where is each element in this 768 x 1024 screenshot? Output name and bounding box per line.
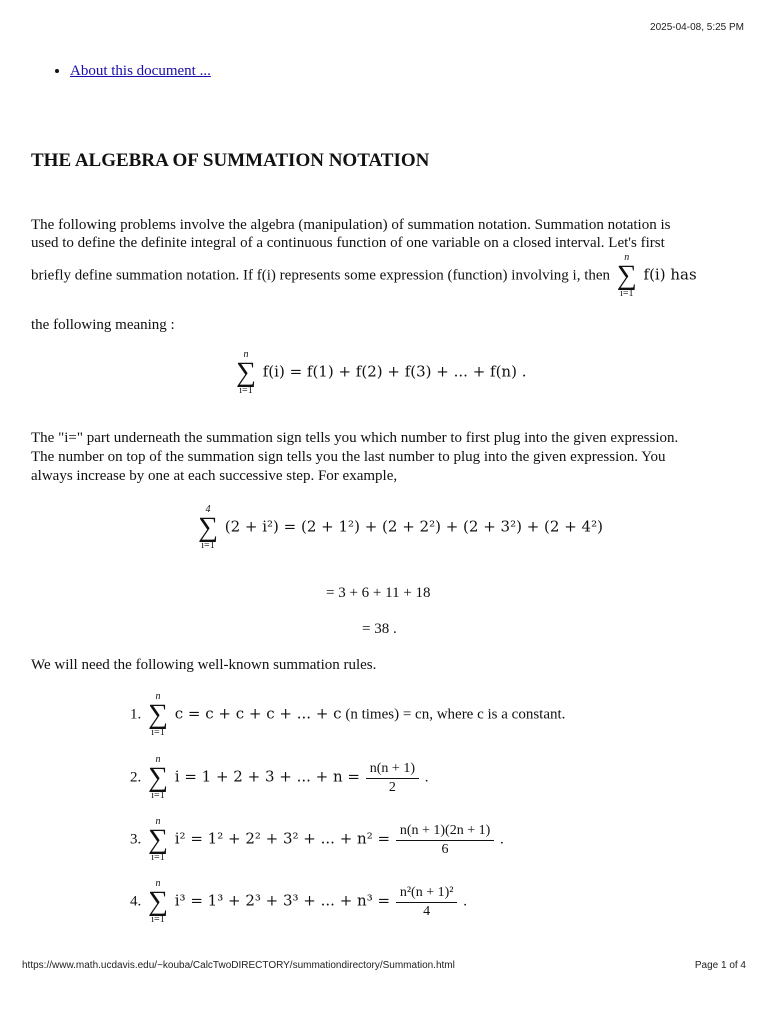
intro-line-4: the following meaning : <box>31 317 175 333</box>
sigma-lower: i=1 <box>151 790 165 801</box>
sigma-symbol <box>614 253 640 299</box>
rule-end: . <box>500 831 504 848</box>
rule-end: . <box>463 893 467 910</box>
sigma-symbol <box>195 505 221 551</box>
rule-fraction <box>396 823 494 858</box>
nav-list <box>50 63 211 80</box>
sigma-upper: n <box>155 754 161 765</box>
sigma-lower: i=1 <box>239 385 253 396</box>
footer-page-number: Page 1 of 4 <box>694 960 746 971</box>
rule-number: 3. <box>130 831 142 848</box>
intro-line-3-tail: f(i) has <box>643 265 697 284</box>
rule-body: c = c + c + c + ... + c <box>174 704 342 723</box>
explain-line-2: The number on top of the summation sign tells you the last number to plug into the given expression. You <box>31 449 666 465</box>
sigma-lower: i=1 <box>151 727 165 738</box>
rule-body: i³ = 1³ + 2³ + 3³ + ... + n³ = <box>174 891 391 910</box>
sigma-glyph: ∑ <box>198 512 218 543</box>
rule-3 <box>130 817 504 863</box>
sigma-upper: n <box>155 878 161 889</box>
sigma-glyph: ∑ <box>148 824 168 855</box>
definition-expression: f(i) = f(1) + f(2) + f(3) + ... + f(n) . <box>262 362 527 381</box>
rule-2 <box>130 755 429 801</box>
sigma-upper: n <box>624 252 630 263</box>
page-title: THE ALGEBRA OF SUMMATION NOTATION <box>31 150 430 171</box>
intro-line-3-text: briefly define summation notation. If f(i) represents some expression (function) involving i, then <box>31 267 611 284</box>
rule-body: i² = 1² + 2² + 3² + ... + n² = <box>174 829 391 848</box>
example-expression: (2 + i²) = (2 + 1²) + (2 + 2²) + (2 + 3²) + (2 + 4²) <box>224 517 603 536</box>
sigma-lower: i=1 <box>151 914 165 925</box>
nav-list-item <box>70 63 211 80</box>
intro-line-1: The following problems involve the algebra (manipulation) of summation notation. Summation notation is <box>31 217 671 233</box>
print-timestamp: 2025-04-08, 5:25 PM <box>650 22 744 33</box>
sigma-lower: i=1 <box>620 288 634 299</box>
definition-equation <box>233 350 526 396</box>
intro-line-2: used to define the definite integral of a continuous function of one variable on a closed interval. Let's first <box>31 235 665 251</box>
fraction-denominator: 4 <box>423 903 431 919</box>
sigma-symbol <box>233 350 259 396</box>
sigma-lower: i=1 <box>151 852 165 863</box>
sigma-upper: 4 <box>205 504 211 515</box>
example-equation <box>195 505 603 551</box>
rule-4 <box>130 879 467 925</box>
rule-tail: (n times) = cn, where c is a constant. <box>345 706 566 723</box>
rule-body: i = 1 + 2 + 3 + ... + n = <box>174 767 361 786</box>
sigma-upper: n <box>155 816 161 827</box>
rules-intro: We will need the following well-known summation rules. <box>31 657 377 673</box>
sigma-symbol <box>145 755 171 801</box>
explain-line-3: always increase by one at each successive step. For example, <box>31 468 398 484</box>
sigma-symbol <box>145 692 171 738</box>
rule-end: . <box>424 769 429 786</box>
sigma-glyph: ∑ <box>148 762 168 793</box>
rule-fraction <box>366 761 419 796</box>
rule-number: 1. <box>130 706 142 723</box>
fraction-numerator: n(n + 1) <box>366 761 419 779</box>
sigma-upper: n <box>155 691 161 702</box>
rule-1 <box>130 692 565 738</box>
example-step-2: = 3 + 6 + 11 + 18 <box>326 585 431 601</box>
rule-number: 4. <box>130 893 142 910</box>
about-document-link[interactable]: About this document ... <box>70 63 211 79</box>
sigma-glyph: ∑ <box>236 357 256 388</box>
example-step-3: = 38 . <box>362 621 397 637</box>
explain-line-1: The "i=" part underneath the summation sign tells you which number to first plug into the given expression. <box>31 430 679 446</box>
rule-number: 2. <box>130 769 142 786</box>
intro-line-3 <box>31 253 697 299</box>
sigma-symbol <box>145 817 171 863</box>
sigma-glyph: ∑ <box>148 886 168 917</box>
sigma-glyph: ∑ <box>148 699 168 730</box>
fraction-numerator: n²(n + 1)² <box>396 885 458 903</box>
fraction-denominator: 2 <box>388 779 396 795</box>
sigma-lower: i=1 <box>201 540 215 551</box>
fraction-denominator: 6 <box>441 841 449 857</box>
fraction-numerator: n(n + 1)(2n + 1) <box>396 823 494 841</box>
sigma-upper: n <box>243 349 249 360</box>
rule-fraction <box>396 885 458 920</box>
footer-url: https://www.math.ucdavis.edu/~kouba/CalcTwoDIRECTORY/summationdirectory/Summation.html <box>22 960 455 971</box>
sigma-glyph: ∑ <box>616 260 637 291</box>
sigma-symbol <box>145 879 171 925</box>
